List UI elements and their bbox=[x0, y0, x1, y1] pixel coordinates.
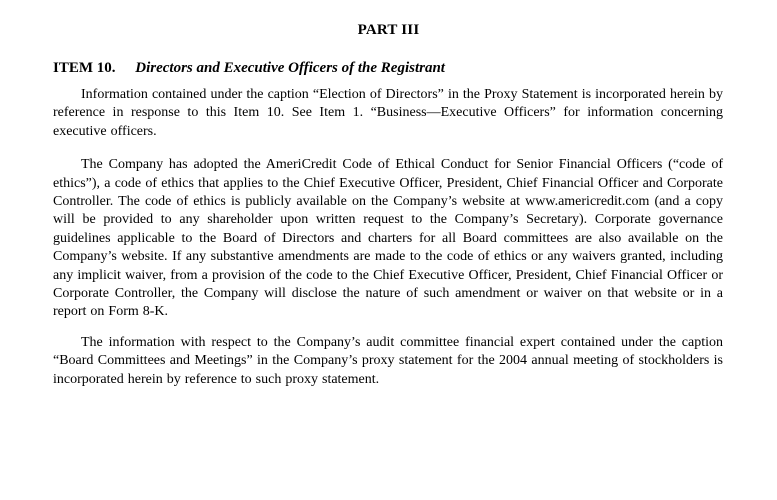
paragraph-code-of-ethics: The Company has adopted the AmeriCredit Code of Ethical Conduct for Senior Financial Officers (“code of ethics”), a code of ethics that applies to the Chief Executive Officer, President, Chief Financial Officer and Corporate Controller. The code of ethics is publicly available on the Company’s website at www.americredit.com (and a copy will be provided to any shareholder upon written request to the Company’s Secretary). Corporate governance guidelines applicable to the Board of Directors and charters for all Board committees are also available on the Company’s website. If any substantive amendments are made to the code of ethics or any waivers granted, including any implicit waiver, from a provision of the code to the Chief Executive Officer, President, Chief Financial Officer or Corporate Controller, the Company will disclose the nature of such amendment or waiver on that website or in a report on Form 8-K. bbox=[53, 157, 723, 320]
item-number: ITEM 10. bbox=[53, 60, 116, 76]
item-heading bbox=[53, 60, 723, 77]
item-title: Directors and Executive Officers of the Registrant bbox=[135, 60, 445, 76]
paragraph-election-of-directors: Information contained under the caption “Election of Directors” in the Proxy Statement is incorporated herein by reference in response to this Item 10. See Item 1. “Business—Executive Officers” for information concerning executive officers. bbox=[53, 87, 723, 139]
part-title: PART III bbox=[357, 22, 420, 38]
paragraph-audit-committee: The information with respect to the Company’s audit committee financial expert contained under the caption “Board Committees and Meetings” in the Company’s proxy statement for the 2004 annual meeting of stockholders is incorporated herein by reference to such proxy statement. bbox=[53, 334, 723, 387]
